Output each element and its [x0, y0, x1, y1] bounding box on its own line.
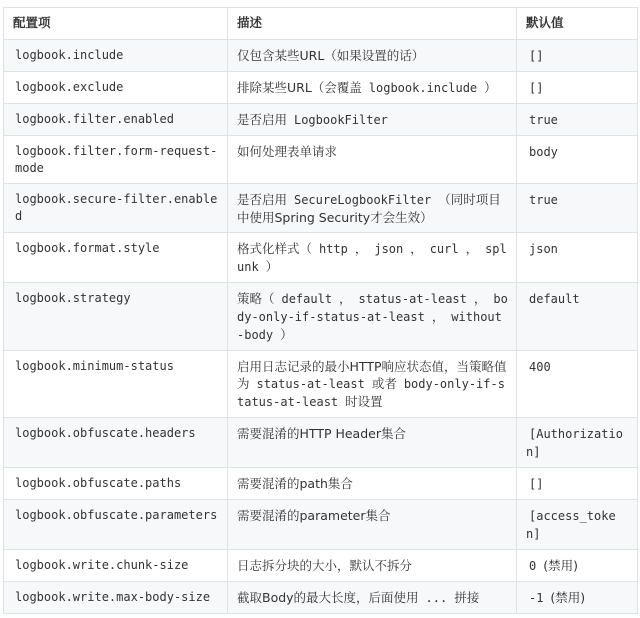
- config-default: [517, 104, 638, 136]
- config-key: logbook.strategy: [4, 283, 228, 351]
- inline-code: []: [529, 49, 544, 63]
- config-table: [3, 7, 638, 614]
- config-key: logbook.format.style: [4, 233, 228, 283]
- config-default: [517, 40, 638, 72]
- text-segment: 拼接: [450, 590, 480, 605]
- config-key: logbook.include: [4, 40, 228, 72]
- config-default: [517, 283, 638, 351]
- inline-code: body: [529, 145, 558, 159]
- inline-code: 0: [529, 559, 537, 573]
- inline-code: json: [374, 242, 404, 256]
- text-segment: ）: [276, 327, 293, 342]
- config-default: [517, 351, 638, 418]
- config-description: [228, 184, 517, 233]
- text-segment: 需要混淆的parameter集合: [237, 508, 391, 523]
- table-row: [4, 233, 638, 283]
- config-key: logbook.exclude: [4, 72, 228, 104]
- inline-code: [access_token]: [526, 509, 616, 541]
- text-segment: ，: [427, 309, 449, 324]
- inline-code: []: [529, 81, 544, 95]
- header-row: [4, 8, 638, 40]
- config-key: logbook.obfuscate.headers: [4, 418, 228, 468]
- inline-code: true: [529, 113, 558, 127]
- text-segment: 时设置: [341, 394, 383, 409]
- text-segment: 或者: [367, 376, 401, 391]
- config-description: [228, 104, 517, 136]
- text-segment: 是否启用: [237, 112, 291, 127]
- config-default: [517, 582, 638, 614]
- text-segment: （同时项目中使用Spring Security才会生效）: [237, 192, 501, 225]
- text-segment: (禁用): [539, 558, 578, 573]
- config-default: [517, 468, 638, 500]
- table-row: [4, 468, 638, 500]
- header-key: 配置项: [4, 8, 228, 40]
- inline-code: status-at-least: [256, 377, 365, 391]
- config-default: [517, 72, 638, 104]
- header-description: 描述: [228, 8, 517, 40]
- inline-code: splunk: [237, 242, 507, 274]
- config-description: [228, 500, 517, 550]
- config-description: [228, 233, 517, 283]
- table-row: [4, 582, 638, 614]
- config-default: [517, 233, 638, 283]
- config-default: [517, 136, 638, 184]
- table-body: [4, 40, 638, 614]
- text-segment: 仅包含某些URL（如果设置的话）: [237, 48, 425, 63]
- text-segment: ）: [261, 259, 279, 274]
- inline-code: body-only-if-status-at-least: [237, 377, 505, 409]
- config-key: logbook.filter.enabled: [4, 104, 228, 136]
- config-key: logbook.filter.form-request-mode: [4, 136, 228, 184]
- text-segment: 截取Body的最大长度，后面使用: [237, 590, 423, 605]
- inline-code: default: [529, 292, 580, 306]
- table-row: [4, 136, 638, 184]
- table-row: [4, 351, 638, 418]
- inline-code: [Authorization]: [526, 427, 623, 459]
- inline-code: curl: [429, 242, 459, 256]
- config-default: [517, 184, 638, 233]
- config-description: [228, 40, 517, 72]
- table-row: [4, 40, 638, 72]
- table-row: [4, 550, 638, 582]
- inline-code: -1: [529, 591, 544, 605]
- text-segment: 格式化样式（: [237, 241, 316, 256]
- inline-code: SecureLogbookFilter: [293, 193, 432, 207]
- config-description: [228, 351, 517, 418]
- text-segment: ，: [469, 291, 491, 306]
- config-description: [228, 582, 517, 614]
- config-key: logbook.write.max-body-size: [4, 582, 228, 614]
- inline-code: logbook.include: [368, 81, 478, 95]
- text-segment: (禁用): [546, 590, 586, 605]
- text-segment: ，: [406, 241, 427, 256]
- config-key: logbook.minimum-status: [4, 351, 228, 418]
- config-default: [517, 550, 638, 582]
- config-description: [228, 72, 517, 104]
- header-default: 默认值: [517, 8, 638, 40]
- text-segment: ，: [461, 241, 483, 256]
- config-key: logbook.secure-filter.enabled: [4, 184, 228, 233]
- text-segment: 是否启用: [237, 192, 291, 207]
- config-description: [228, 468, 517, 500]
- text-segment: 需要混淆的path集合: [237, 476, 353, 491]
- config-default: [517, 500, 638, 550]
- inline-code: json: [529, 242, 558, 256]
- config-key: logbook.obfuscate.parameters: [4, 500, 228, 550]
- text-segment: ，: [335, 291, 356, 306]
- inline-code: true: [529, 193, 558, 207]
- inline-code: ...: [425, 591, 448, 605]
- text-segment: ）: [480, 80, 497, 95]
- table-row: [4, 500, 638, 550]
- inline-code: []: [529, 477, 544, 491]
- config-default: [517, 418, 638, 468]
- table-row: [4, 72, 638, 104]
- text-segment: ，: [350, 241, 372, 256]
- config-description: [228, 283, 517, 351]
- table-row: [4, 104, 638, 136]
- text-segment: 需要混淆的HTTP Header集合: [237, 426, 406, 441]
- table-row: [4, 418, 638, 468]
- table-header: [4, 8, 638, 40]
- inline-code: default: [281, 292, 333, 306]
- config-key: logbook.write.chunk-size: [4, 550, 228, 582]
- config-description: [228, 136, 517, 184]
- inline-code: body-only-if-status-at-least: [237, 292, 508, 324]
- text-segment: 启用日志记录的最小HTTP响应状态值，当策略值为: [237, 359, 507, 391]
- text-segment: 日志拆分块的大小，默认不拆分: [237, 558, 413, 573]
- text-segment: 排除某些URL（会覆盖: [237, 80, 366, 95]
- config-key: logbook.obfuscate.paths: [4, 468, 228, 500]
- inline-code: without-body: [237, 310, 502, 342]
- table-row: [4, 283, 638, 351]
- config-description: [228, 418, 517, 468]
- table-row: [4, 184, 638, 233]
- text-segment: 如何处理表单请求: [237, 144, 338, 159]
- inline-code: LogbookFilter: [293, 113, 388, 127]
- inline-code: http: [318, 242, 348, 256]
- text-segment: 策略（: [237, 291, 279, 306]
- config-description: [228, 550, 517, 582]
- inline-code: status-at-least: [358, 292, 467, 306]
- inline-code: 400: [529, 360, 551, 374]
